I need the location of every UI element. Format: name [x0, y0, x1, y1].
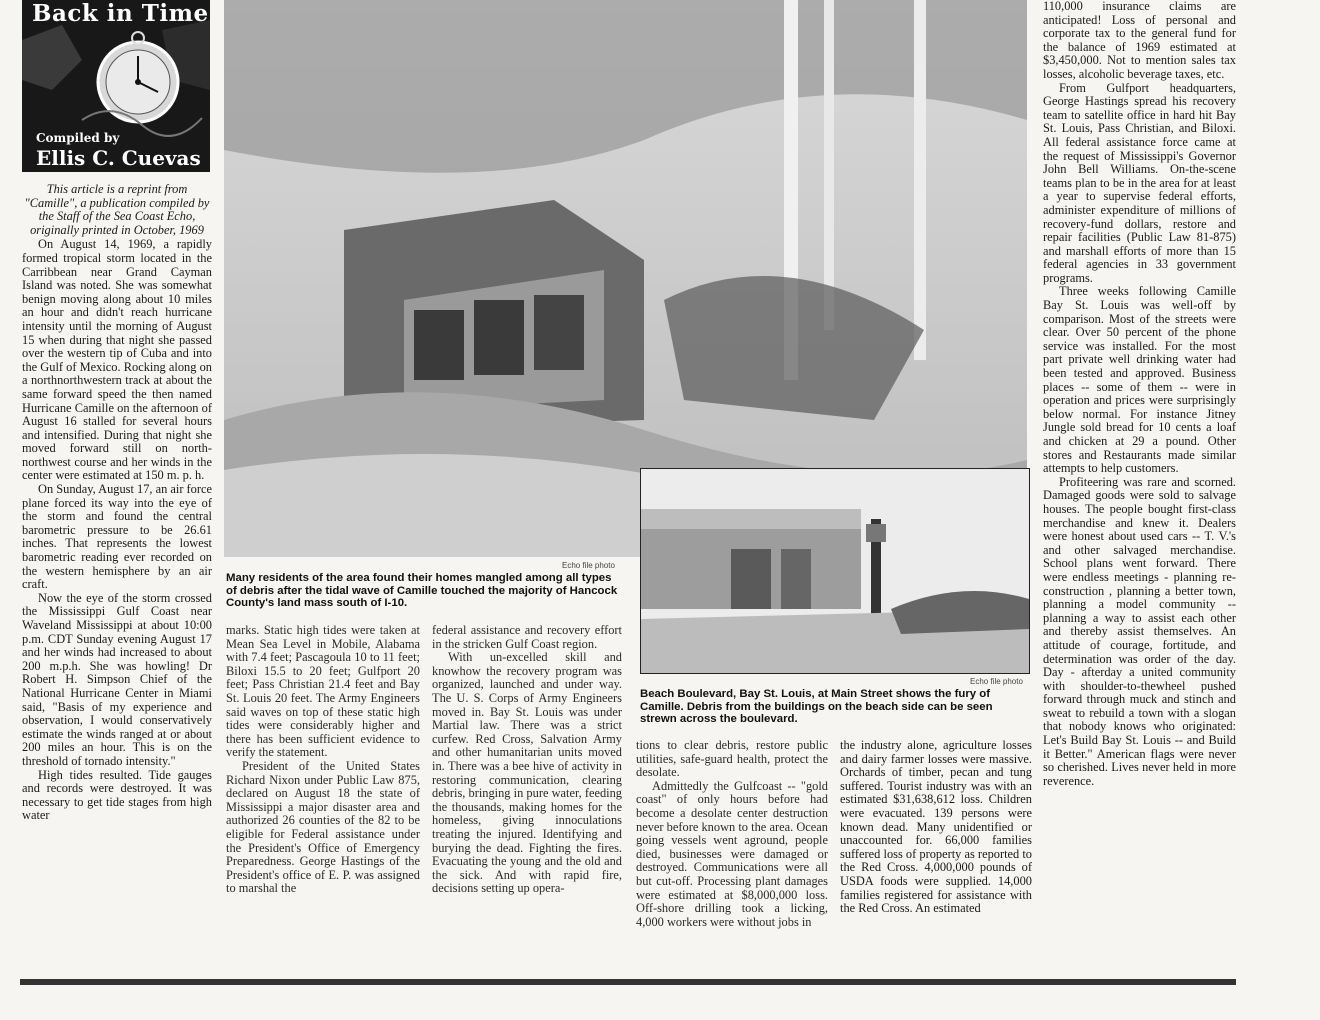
photo1-caption: Many residents of the area found their homes mangled among all types of debris after the tidal wave of Camille touched the majority of Hancock County's land mass south of I-10.	[226, 572, 618, 610]
intro-note: This article is a reprint from "Camille", a publication compiled by the Staff of the Sea Coast Echo, originally printed in October, 1969	[24, 182, 210, 237]
col1-para-3: Now the eye of the storm crossed the Mississippi Gulf Coast near Waveland Mississippi at about 10:00 p.m. CDT Sunday evening August 17 and her winds had increased to about 200 m.p.h. She was howling! Dr Robert H. Simpson Chief of the National Hurricane Center in Miami said, "Basis of my experience and observation, I would conservatively estimate the winds ranged at or about 200 miles an hour. This is on the threshold of tornado intensity."	[22, 590, 212, 768]
col1-para-2: On Sunday, August 17, an air force plane forced its way into the eye of the storm and found the central barometric pressure to be 26.61 inches. That represents the lowest barometric reading ever recorded on the western hemisphere by an air craft.	[22, 482, 213, 592]
col1-para-1: On August 14, 1969, a rapidly formed tropical storm located in the Carribbean near Grand Cayman Island was noted. She was somewhat benign moving along about 10 miles an hour and didn't reach hurricane intensity until the morning of August 15 when during that night she passed over the western tip of Cuba and into the Gulf of Mexico. Rocking along on a northnorthwestern track at about the same forward speed the then named Hurricane Camille on the afternoon of August 16 stalled for several hours and intensified. During that night she moved forward still on north-northwest course and her winds in the center were estimated at 150 m. p. h.	[22, 237, 212, 483]
col2-para-1: marks. Static high tides were taken at Mean Sea Level in Mobile, Alabama with 7.4 feet; Pascagoula 10 to 11 feet; Biloxi 15.5 to 20 feet; Gulfport 20 feet; Pass Christian 21.4 feet and Bay St. Louis 20 feet. The Army Engineers said waves on top of these static high tides were considerably higher and there has been sufficient evidence to verify the statement.	[226, 623, 420, 760]
col4-para-1: tions to clear debris, restore public utilities, safe-guard health, protect the desolate.	[636, 738, 828, 780]
article-column-1	[22, 183, 212, 823]
col1-para-4: High tides resulted. Tide gauges and records were destroyed. It was necessary to get tide stages from high water	[22, 767, 212, 823]
column-logo	[22, 0, 210, 172]
col6-para-3: Three weeks following Camille Bay St. Louis was well-off by comparison. Most of the streets were clear. Over 50 percent of the phone service was installed. For the most part private well drinking water had been tested and approved. Business places -- some of them -- were in operation and prices were surprisingly below normal. For instance Jitney Jungle sold bread for 10 cents a loaf and chicken at 29 a pound. Other stores and Restaurants made similar attempts to help customers.	[1043, 284, 1236, 476]
col6-para-4: Profiteering was rare and scorned. Damaged goods were sold to salvage houses. The people bought first-class merchandise and knew it. Dealers were honest about used cars -- T. V.'s and other salvaged merchandise. School plans went forward. There were endless meetings - planning re-construction , planning a better town, planning a model community -- planning a way to assist each other and thereby assist themselves. An attitude of courage, fortitude, and determination was order of the day. Day - afterday a united community with shoulder-to-thewheel pushed forward through muck and stinch and sweat to rebuild a town with a slogan that nobody knows who originated: Let's Build Bay St. Louis -- and Build it Better." American flags were never so cherished. Lives never held in more reverence.	[1043, 474, 1236, 788]
page-bottom-rule	[20, 979, 1236, 985]
logo-author: Ellis C. Cuevas	[36, 146, 201, 170]
photo2-caption: Beach Boulevard, Bay St. Louis, at Main Street shows the fury of Camille. Debris from the buildings on the beach side can be seen strewn across the boulevard.	[640, 688, 993, 726]
col3-para-1: federal assistance and recovery effort in the stricken Gulf Coast region.	[432, 623, 622, 651]
logo-compiled-by: Compiled by	[36, 131, 120, 145]
photo-storefront-illustration	[641, 469, 1029, 673]
col4-para-2: Admittedly the Gulfcoast -- "gold coast" of only hours before had become a desolate center destruction never before known to the area. Ocean going vessels went aground, people died, businesses were damaged or destroyed. Communications were all but cut-off. Processing plant damages were estimated at $8,000,000 loss. Off-shore drilling took a licking, 4,000 workers were without jobs in	[636, 778, 828, 929]
article-column-6	[1043, 0, 1236, 788]
article-column-2	[226, 624, 420, 896]
article-column-4	[636, 739, 828, 929]
col3-para-2: With un-excelled skill and knowhow the recovery program was organized, launched and under way. The U. S. Corps of Army Engineers moved in. Bay St. Louis was under Martial law. There was a strict curfew. Red Cross, Salvation Army and other humanitarian units moved in. There was a bee hive of activity in restoring communication, clearing debris, bringing in pure water, feeding the thousands, making homes for the homeless, giving innoculations treating the injured. Identifying and burying the dead. Fighting the fires. Evacuating the young and the old and the sick. And with rapid fire, decisions setting up opera-	[432, 650, 622, 896]
beach-boulevard-photo	[640, 468, 1030, 674]
col6-para-2: From Gulfport headquarters, George Hastings spread his recovery team to satellite office in hard hit Bay St. Louis, Pass Christian, and Biloxi. All federal assistance force came at the request of Mississippi's Governor John Bell Williams. On-the-scene teams plan to be in the area for at least a year to supervise federal efforts, administer expenditure of millions of recovery-fund dollars, restore and repair facilities (Public Law 81-875) and marshall efforts of more than 15 federal agencies in 33 government programs.	[1043, 80, 1236, 285]
photo2-credit: Echo file photo	[970, 677, 1023, 686]
logo-title: Back in Time	[32, 0, 209, 27]
col6-para-1: 110,000 insurance claims are anticipated! Loss of personal and corporate tax to the general fund for the balance of 1969 estimated at $3,450,000. Not to mention sales tax losses, alcoholic beverage taxes, etc.	[1043, 0, 1236, 81]
article-column-5	[840, 739, 1032, 916]
photo1-credit: Echo file photo	[562, 561, 615, 570]
col2-para-2: President of the United States Richard Nixon under Public Law 875, declared on August 18 the state of Mississippi a major disaster area and authorized 26 counties of the 82 to be eligible for Federal assistance under the President's Office of Emergency Preparedness. George Hastings of the President's office of E. P. was assigned to marshal the	[226, 758, 420, 896]
article-column-3	[432, 624, 622, 896]
col5-para-1: the industry alone, agriculture losses and dairy farmer losses were massive. Orchards of timber, pecan and tung suffered. Tourist industry was with an estimated $31,638,612 loss. Children were evacuated. 139 persons were known dead. Many unidentified or unaccounted for. 66,000 families suffered loss of property as reported to the Red Cross. 4,000,000 pounds of USDA foods were supplied. 14,000 families registered for assistance with the Red Cross. An estimated	[840, 738, 1032, 916]
